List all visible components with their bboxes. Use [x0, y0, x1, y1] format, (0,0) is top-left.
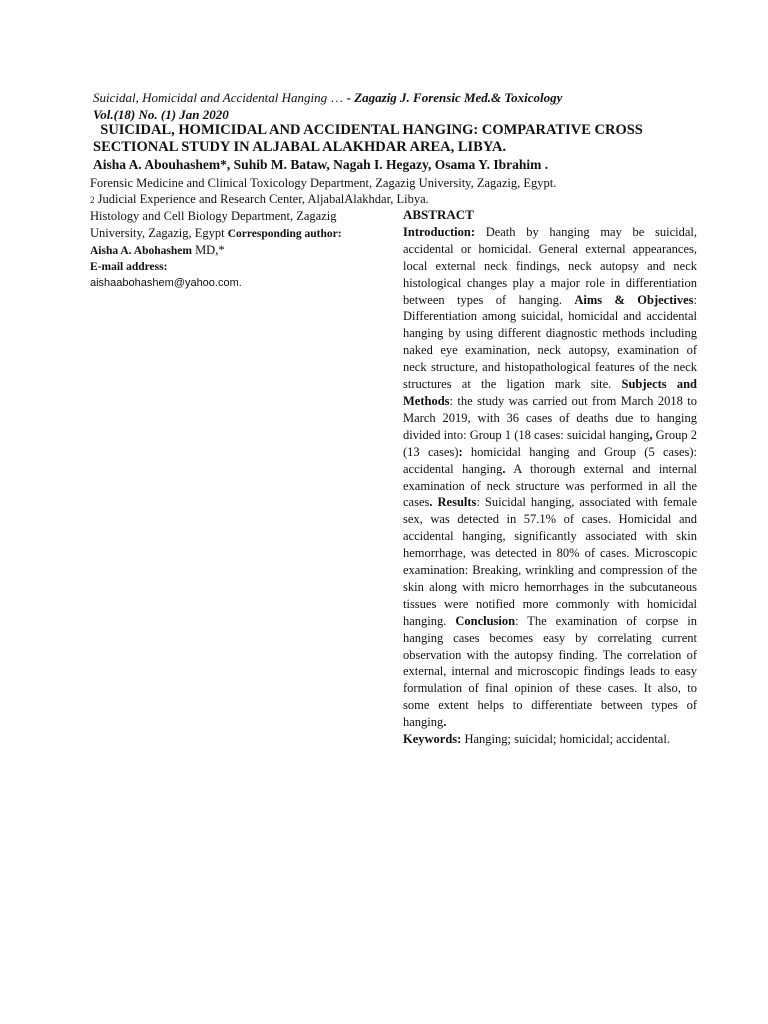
methods-punct: , [649, 427, 653, 442]
author-name: Suhib M. Bataw [233, 157, 327, 172]
affiliation-2 [90, 191, 429, 208]
methods-text: homicidal hanging and Group (5 cases): accidental hanging [403, 444, 697, 476]
affiliation-text: Forensic Medicine and Clinical Toxicology Department, Zagazig University, Zagazig, Egypt. [90, 176, 557, 190]
keywords-label: Keywords: [403, 732, 462, 747]
corresponding-degree: MD,* [191, 243, 225, 257]
corresponding-name: Aisha A. Abohashem [90, 245, 192, 257]
affiliation-mark: 2 [90, 195, 95, 205]
methods-punct: . [429, 495, 433, 510]
paper-title [93, 122, 693, 156]
author-separator: . [544, 157, 549, 172]
author-name: Aisha A. Abouhashem* [93, 157, 227, 172]
conclusion-label: Conclusion [455, 613, 516, 628]
methods-text: Group 2 (13 cases) [403, 427, 697, 459]
email-label: E-mail address: [90, 261, 168, 273]
intro-label: Introduction: [403, 224, 476, 239]
conclusion-text: : The examination of corpse in hanging cases becomes easy by correlating current observation with the autopsy finding. The correlation of external, internal and microscopic findings leads to easy formulation of final opinion of these cases. It also, to some extent helps to differentiate between types of hanging [403, 613, 697, 730]
conclusion-punct: . [443, 715, 447, 730]
results-label: Results [437, 495, 477, 510]
methods-punct: : [458, 444, 463, 459]
affiliation-3 [90, 208, 390, 225]
journal-volume: Vol.(18) No. (1) Jan 2020 [93, 107, 229, 122]
author-name: Nagah I. Hegazy [333, 157, 428, 172]
journal-name: Zagazig J. Forensic Med.& Toxicology [354, 90, 563, 105]
author-separator: , [427, 157, 435, 172]
running-dash: - [346, 90, 351, 105]
intro-text: Death by hanging may be suicidal, accidental or homicidal. General external appearances, local external neck findings, neck autopsy and neck histological changes play a major role in differentiation between types of hanging. [403, 224, 697, 307]
keywords-text: Hanging; suicidal; homicidal; accidental. [461, 732, 670, 747]
affiliation-text: Histology and Cell Biology Department, Zagazig [90, 209, 337, 223]
aims-label: Aims & Objectives [574, 292, 694, 307]
running-header [93, 89, 693, 123]
methods-text: A thorough external and internal examination of neck structure was performed in all the cases [403, 461, 698, 510]
methods-label: Subjects and Methods [403, 377, 698, 408]
author-info-column [90, 208, 390, 291]
paper-title-text: SUICIDAL, HOMICIDAL AND ACCIDENTAL HANGING: COMPARATIVE CROSS SECTIONAL STUDY IN ALJABAL ALAKHDAR AREA, LIBYA. [93, 122, 643, 155]
keywords [403, 731, 697, 748]
affiliation-3-continued: University, Zagazig, Egypt [90, 226, 225, 240]
running-ellipsis: … [330, 90, 344, 105]
author-name: Osama Y. Ibrahim [434, 157, 545, 172]
methods-text: : the study was carried out from March 2018 to March 2019, with 36 cases of deaths due to hanging divided into: Group 1 (18 cases [403, 393, 697, 442]
abstract-section [403, 207, 697, 748]
running-short-title: Suicidal, Homicidal and Accidental Hanging [93, 90, 328, 105]
author-list [93, 156, 713, 173]
abstract-heading: ABSTRACT [403, 207, 474, 222]
author-separator: , [326, 157, 334, 172]
methods-punct: . [502, 461, 506, 476]
aims-text: : Differentiation among suicidal, homicidal and accidental hanging by using different diagnostic methods including naked eye examination, neck autopsy, examination of neck structure, and histopathological features of the neck structures at the ligation mark site. [403, 292, 697, 392]
abstract-body [403, 224, 697, 731]
affiliation-text: Judicial Experience and Research Center, AljabalAlakhdar, Libya. [97, 192, 429, 206]
author-separator: , [226, 157, 234, 172]
methods-text: : suicidal hanging [560, 427, 650, 442]
email-address: aishaabohashem@yahoo.com. [90, 277, 242, 289]
affiliation-1 [90, 175, 556, 192]
results-text: : Suicidal hanging, associated with female sex, was detected in 57.1% of cases. Homicidal and accidental hanging, significantly associated with skin hemorrhage, was detected in 80% of cases. Microscopic examination: Breaking, wrinkling and compression of the skin along with micro hemorrhages in the subcutaneous tissues were notified more commonly with homicidal hanging. [403, 495, 697, 628]
corresponding-label: Corresponding author: [227, 228, 342, 240]
